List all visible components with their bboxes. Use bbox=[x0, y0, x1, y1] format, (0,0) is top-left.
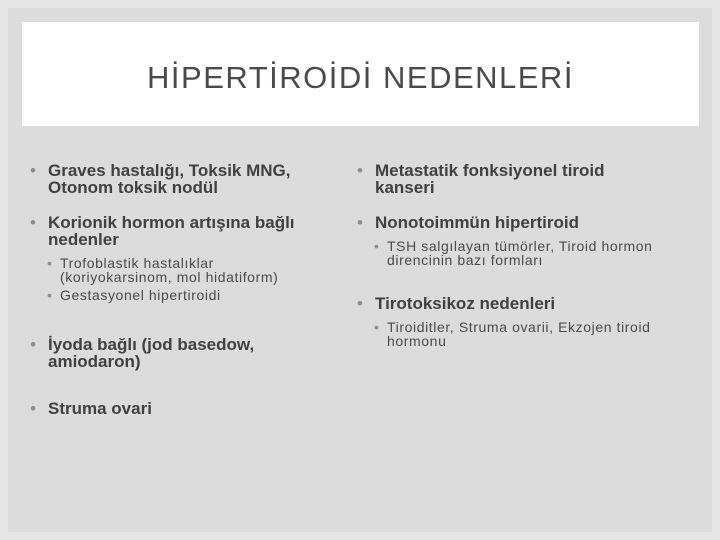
sub-bullet-item bbox=[357, 320, 657, 348]
bullet-text: İyoda bağlı (jod basedow, amiodaron) bbox=[48, 335, 255, 371]
bullet-text: Nonotoimmün hipertiroid bbox=[375, 213, 579, 232]
bullet-text: Korionik hormon artışına bağlı nedenler bbox=[48, 213, 295, 249]
bullet-dot: • bbox=[357, 161, 363, 180]
bullet-text: Graves hastalığı, Toksik MNG, Otonom toksik nodül bbox=[48, 161, 291, 197]
bullet-dot: • bbox=[357, 294, 363, 313]
bullet-item bbox=[357, 214, 657, 231]
bullet-dot: • bbox=[374, 319, 380, 335]
bullet-dot: • bbox=[357, 213, 363, 232]
bullet-item bbox=[30, 336, 330, 370]
title-box bbox=[22, 22, 699, 126]
right-column bbox=[357, 162, 657, 366]
bullet-item bbox=[357, 295, 657, 312]
sub-bullet-item bbox=[357, 239, 657, 267]
left-column bbox=[30, 162, 330, 435]
sub-bullet-item bbox=[30, 288, 330, 302]
bullet-item bbox=[30, 400, 330, 417]
sub-bullet-text: Gestasyonel hipertiroidi bbox=[60, 287, 221, 303]
bullet-text: Tirotoksikoz nedenleri bbox=[375, 294, 556, 313]
bullet-dot: • bbox=[374, 238, 380, 254]
bullet-item bbox=[357, 162, 657, 196]
bullet-dot: • bbox=[30, 399, 36, 418]
bullet-item bbox=[30, 162, 330, 196]
bullet-dot: • bbox=[30, 335, 36, 354]
bullet-dot: • bbox=[30, 161, 36, 180]
slide-title: HİPERTİROİDİ NEDENLERİ bbox=[147, 60, 574, 95]
bullet-dot: • bbox=[47, 255, 53, 271]
bullet-text: Struma ovari bbox=[48, 399, 152, 418]
sub-bullet-text: TSH salgılayan tümörler, Tiroid hormon direncinin bazı formları bbox=[387, 238, 653, 268]
bullet-item bbox=[30, 214, 330, 248]
sub-bullet-item bbox=[30, 256, 330, 284]
bullet-dot: • bbox=[47, 287, 53, 303]
sub-bullet-text: Trofoblastik hastalıklar (koriyokarsinom, mol hidatiform) bbox=[60, 255, 279, 285]
bullet-text: Metastatik fonksiyonel tiroid kanseri bbox=[375, 161, 605, 197]
sub-bullet-text: Tiroiditler, Struma ovarii, Ekzojen tiroid hormonu bbox=[387, 319, 651, 349]
bullet-dot: • bbox=[30, 213, 36, 232]
